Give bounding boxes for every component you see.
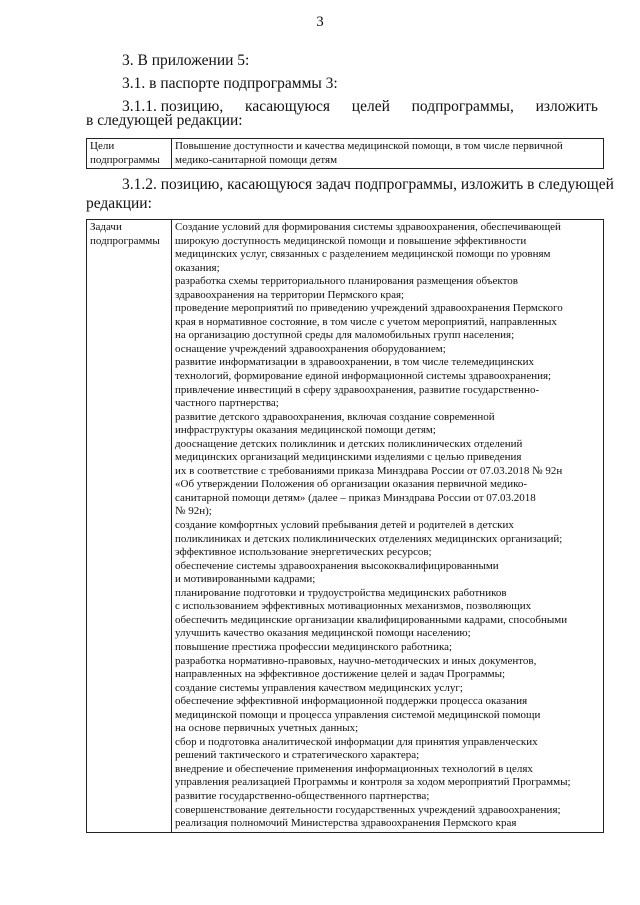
- item-3-1-1-word: касающуюся: [245, 98, 331, 115]
- tasks-content-line: с использованием эффективных мотивационных механизмов, позволяющих: [175, 600, 532, 613]
- item-3-1-2-line2: редакции:: [86, 195, 152, 212]
- tasks-content-line: медицинских организаций медицинскими изделиями с целью приведения: [175, 451, 522, 464]
- tasks-content-line: создание системы управления качеством медицинских услуг;: [175, 681, 463, 694]
- goals-label-line: Цели: [90, 140, 115, 152]
- tasks-row: [87, 220, 604, 833]
- goals-content-line: Повышение доступности и качества медицинской помощи, в том числе первичной: [175, 140, 563, 152]
- tasks-content-line: повышение престижа профессии медицинского работника;: [175, 640, 453, 653]
- goals-row: [87, 139, 604, 169]
- tasks-content-line: обеспечение эффективной информационной поддержки процесса оказания: [175, 695, 528, 708]
- tasks-content-line: сбор и подготовка аналитической информации для принятия управленческих: [175, 735, 538, 748]
- tasks-content-line: направленных на эффективное достижение целей и задач Программы;: [175, 668, 506, 681]
- item-3-1-2-line1: 3.1.2. позицию, касающуюся задач подпрограммы, изложить в следующей: [122, 176, 614, 193]
- tasks-content-line: разработка нормативно-правовых, научно-методических и иных документов,: [175, 654, 537, 667]
- tasks-label-line: Задачи: [90, 221, 122, 233]
- tasks-content-line: планирование подготовки и трудоустройства медицинских работников: [175, 586, 507, 599]
- item-3-1-1-word: изложить: [535, 98, 598, 115]
- tasks-content-line: здравоохранения на территории Пермского края;: [175, 288, 405, 301]
- tasks-content-line: развитие детского здравоохранения, включая создание современной: [175, 410, 495, 423]
- tasks-content-line: края в нормативное состояние, в том числе с учетом мероприятий, направленных: [175, 315, 557, 328]
- page-number: 3: [316, 14, 324, 30]
- tasks-content-line: обеспечить медицинские организации квалифицированными кадрами, способными: [175, 613, 568, 626]
- sub-heading: 3.1. в паспорте подпрограммы 3:: [122, 75, 338, 92]
- tasks-content-line: улучшить качество оказания медицинской помощи населению;: [175, 627, 471, 640]
- tasks-content-line: разработка схемы территориального планирования размещения объектов: [175, 275, 518, 288]
- tasks-content-line: их в соответствие с требованиями приказа Минздрава России от 07.03.2018 № 92н: [175, 464, 563, 477]
- tasks-content-line: инфраструктуры оказания медицинской помощи детям;: [175, 424, 436, 437]
- goals-label-line: подпрограммы: [90, 153, 160, 166]
- tasks-content-line: № 92н);: [175, 505, 212, 518]
- tasks-content-line: технологий, формирование единой информационной системы здравоохранения;: [175, 370, 552, 383]
- tasks-content-line: «Об утверждении Положения об организации оказания первичной медико-: [175, 478, 528, 491]
- tasks-content-cell: [172, 220, 604, 833]
- tasks-content-line: медицинских услуг, связанных с разделением медицинской помощи по уровням: [175, 248, 551, 261]
- goals-label-cell: [87, 139, 172, 169]
- tasks-content-line: эффективное использование энергетических ресурсов;: [175, 546, 432, 559]
- tasks-content-line: санитарной помощи детям» (далее – приказ Минздрава России от 07.03.2018: [175, 491, 536, 504]
- tasks-content-line: совершенствование деятельности государственных учреждений здравоохранения;: [175, 803, 561, 816]
- goals-table: [86, 138, 604, 169]
- tasks-content-line: решений тактического и стратегического характера;: [175, 749, 420, 762]
- tasks-content-line: развитие информатизации в здравоохранении, в том числе телемедицинских: [175, 356, 534, 369]
- tasks-content-line: и мотивированными кадрами;: [175, 573, 316, 586]
- goals-content-line: медико-санитарной помощи детям: [175, 153, 338, 166]
- tasks-content-line: реализация полномочий Министерства здравоохранения Пермского края: [175, 817, 517, 830]
- tasks-content-line: широкую доступность медицинской помощи и повышение эффективности: [175, 234, 527, 247]
- item-3-1-1-word: целей: [351, 98, 390, 115]
- tasks-content-line: создание комфортных условий пребывания детей и родителей в детских: [175, 519, 514, 532]
- tasks-content-line: частного партнерства;: [175, 397, 279, 410]
- tasks-content-line: внедрение и обеспечение применения информационных технологий в целях: [175, 762, 533, 775]
- goals-content-cell: [172, 139, 604, 169]
- item-3-1-1-word: подпрограммы,: [411, 98, 514, 115]
- tasks-content-line: на основе первичных учетных данных;: [175, 722, 359, 735]
- tasks-label-line: подпрограммы: [90, 234, 160, 247]
- tasks-content-line: оказания;: [175, 261, 220, 274]
- tasks-content-line: дооснащение детских поликлиник и детских поликлинических отделений: [175, 437, 523, 450]
- tasks-content-line: на организацию доступной среды для маломобильных групп населения;: [175, 329, 515, 342]
- tasks-content-line: медицинской помощи и процесса управления системой медицинской помощи: [175, 708, 541, 721]
- tasks-content-line: управления реализацией Программы и контроля за ходом мероприятий Программы;: [175, 776, 571, 789]
- tasks-content-line: оснащение учреждений здравоохранения оборудованием;: [175, 342, 446, 355]
- tasks-content-line: привлечение инвестиций в сферу здравоохранения, развитие государственно-: [175, 383, 540, 396]
- tasks-content-line: проведение мероприятий по приведению учреждений здравоохранения Пермского: [175, 302, 563, 315]
- tasks-table: [86, 219, 604, 833]
- tasks-content-line: поликлиниках и детских поликлинических отделениях медицинских организаций;: [175, 532, 563, 545]
- item-3-1-1-continuation: в следующей редакции:: [86, 112, 243, 129]
- item-3-1-1-word: 3.1.1. позицию,: [122, 98, 224, 115]
- tasks-content-line: обеспечение системы здравоохранения высококвалифицированными: [175, 559, 499, 572]
- tasks-content-line: развитие государственно-общественного партнерства;: [175, 789, 430, 802]
- section-heading: 3. В приложении 5:: [122, 52, 250, 69]
- tasks-label-cell: [87, 220, 172, 833]
- tasks-content-line: Создание условий для формирования системы здравоохранения, обеспечивающей: [175, 221, 561, 233]
